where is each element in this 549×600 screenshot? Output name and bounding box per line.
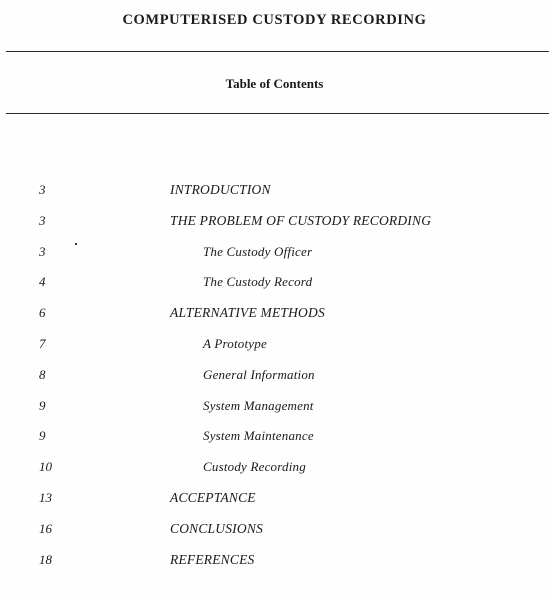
toc-page-number: 9	[39, 428, 46, 444]
toc-page-number: 4	[39, 274, 46, 290]
toc-entry-label: The Custody Record	[203, 274, 313, 290]
toc-page-number: 9	[39, 397, 46, 413]
document-title: COMPUTERISED CUSTODY RECORDING	[122, 12, 427, 28]
toc-entry-custody-record	[0, 274, 549, 305]
toc-entry-custody-recording	[0, 459, 549, 490]
toc-entry-alternative-methods	[0, 305, 549, 336]
toc-page-number: 18	[39, 551, 52, 567]
toc-entry-label: A Prototype	[203, 335, 267, 351]
toc-entry-problem-of-custody-recording	[0, 213, 549, 244]
toc-entry-label: CONCLUSIONS	[170, 520, 263, 536]
toc-entry-custody-officer	[0, 244, 549, 275]
toc-entry-label: General Information	[203, 366, 315, 382]
top-divider	[6, 51, 549, 52]
heading-divider	[6, 113, 549, 114]
toc-entry-references	[0, 552, 549, 583]
toc-page-number: 10	[39, 459, 52, 475]
toc-page-number: 13	[39, 489, 52, 505]
toc-page-number: 6	[39, 305, 46, 321]
toc-entry-general-information	[0, 367, 549, 398]
toc-entry-label: REFERENCES	[170, 551, 255, 567]
toc-entry-system-maintenance	[0, 428, 549, 459]
toc-page-number: 3	[39, 212, 46, 228]
toc-entry-label: Custody Recording	[203, 459, 306, 475]
toc-entry-introduction	[0, 182, 549, 213]
toc-entry-label: THE PROBLEM OF CUSTODY RECORDING	[170, 212, 432, 228]
toc-entry-conclusions	[0, 521, 549, 552]
toc-page-number: 7	[39, 335, 46, 351]
toc-page-number: 8	[39, 366, 46, 382]
toc-entry-label: System Management	[203, 397, 314, 413]
toc-page-number: 3	[39, 182, 46, 197]
toc-entry-prototype	[0, 336, 549, 367]
toc-page-number: 16	[39, 520, 52, 536]
toc-list	[0, 182, 549, 582]
toc-entry-label: System Maintenance	[203, 428, 314, 444]
toc-entry-label: ALTERNATIVE METHODS	[170, 305, 325, 321]
toc-heading: Table of Contents	[225, 76, 324, 91]
toc-page-number: 3	[39, 243, 46, 259]
toc-entry-label: The Custody Officer	[203, 243, 313, 259]
toc-entry-acceptance	[0, 490, 549, 521]
toc-entry-label: ACCEPTANCE	[170, 489, 256, 505]
toc-entry-system-management	[0, 398, 549, 429]
toc-entry-label: INTRODUCTION	[170, 182, 271, 197]
